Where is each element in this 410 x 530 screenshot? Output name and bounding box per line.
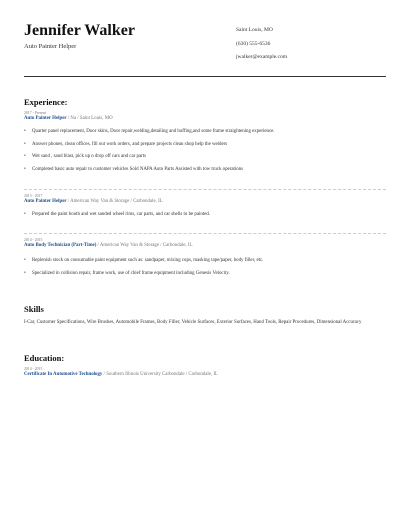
education-degree: Certificate In Automotive Technology — [24, 372, 103, 377]
job-bullet: • Completed basic auto repair to customer vehicles Sold NAPA Auto Parts Assisted with tow truck operations — [24, 167, 386, 172]
job-bullet: • Specialized in collision repair, frame work, use of chief frame equipment including Genesis Velocity. — [24, 271, 386, 276]
job-bullet: • Quarter panel replacement, Door skins, Door repair,welding,detailing and buffing,and some frame straightening experience. — [24, 129, 386, 142]
contact-phone: (630) 555-6536 — [236, 40, 271, 47]
job-bullet: • Prepared the paint booth and wet sanded wheel rims, car parts, and car shells to be painted. — [24, 212, 386, 217]
candidate-name: Jennifer Walker — [24, 22, 135, 39]
job-dates: 2014 - 2015 — [24, 238, 43, 242]
contact-info — [236, 27, 287, 68]
job-bullets — [24, 258, 386, 276]
job-entry — [24, 238, 386, 276]
job-title: Auto Painter Helper — [24, 116, 67, 121]
job-organization: / Na / Saint Louis, MO — [66, 116, 113, 121]
skills-list: I-Car, Customer Specifications, Wire Brushes, Automobile Frames, Body Filler, Vehicle Surfaces, Exterior Surfaces, Hand Tools, Repair Procedures, Dimensional Accuracy — [24, 320, 362, 325]
job-bullets — [24, 212, 386, 217]
contact-email[interactable]: jwalker@example.com — [236, 54, 288, 60]
job-bullets — [24, 129, 386, 172]
job-divider — [24, 233, 386, 234]
job-title: Auto Painter Helper — [24, 199, 67, 204]
job-entry — [24, 111, 386, 172]
job-title: Auto Body Technician (Part-Time) — [24, 243, 97, 248]
job-dates: 2017 - Present — [24, 111, 46, 115]
job-bullet: • Wet sand , sand blast, pick up n drop off cars and car parts — [24, 154, 386, 167]
education-line — [24, 372, 386, 377]
job-role-line — [24, 116, 386, 121]
education-entry — [24, 367, 386, 377]
job-organization: / American Way Van & Storage / Carbondale, IL — [96, 243, 193, 248]
header-divider — [24, 76, 386, 77]
education-dates: 2014 - 2015 — [24, 367, 43, 371]
candidate-title: Auto Painter Helper — [24, 43, 77, 50]
job-role-line — [24, 243, 386, 248]
contact-location: Saint Louis, MO — [236, 27, 273, 33]
job-divider — [24, 189, 386, 190]
job-dates: 2015 - 2017 — [24, 194, 43, 198]
education-school: / Southern Illinois University Carbondale / Carbondale, IL — [103, 372, 218, 377]
job-organization: / American Way Van & Storage / Carbondale, IL — [66, 199, 163, 204]
job-bullet: • Replenish stock on consumable paint equipment such as: sandpaper, mixing cups, masking tape/paper, body filler, etc. — [24, 258, 386, 271]
job-entry — [24, 194, 386, 217]
experience-heading: Experience: — [24, 97, 68, 107]
job-role-line — [24, 199, 386, 204]
skills-heading: Skills — [24, 304, 44, 314]
education-heading: Education: — [24, 353, 65, 363]
job-bullet: • Answer phones, clean offices, fill out work orders, and prepare projects clean shop help the welders — [24, 142, 386, 155]
